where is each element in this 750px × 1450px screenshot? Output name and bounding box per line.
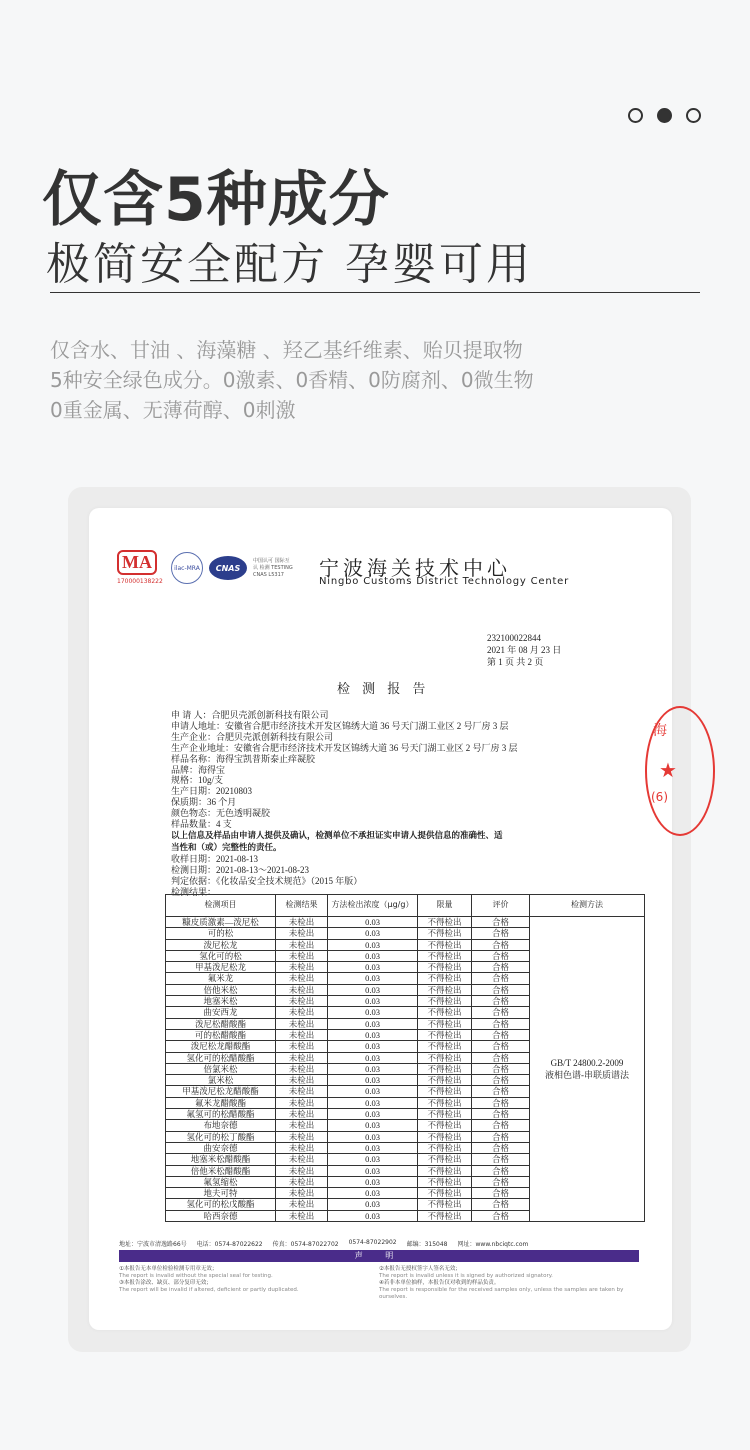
table-cell: 0.03: [328, 1029, 418, 1040]
table-cell: 泼尼松龙: [166, 939, 276, 950]
table-cell: 未检出: [276, 1086, 328, 1097]
table-cell: 合格: [472, 1120, 530, 1131]
table-cell: 氟氢可的松醋酸酯: [166, 1109, 276, 1120]
table-cell: 未检出: [276, 1041, 328, 1052]
table-cell: 合格: [472, 1029, 530, 1040]
footer-post: 邮编：315048: [406, 1241, 448, 1248]
table-cell: 哈西奈德: [166, 1210, 276, 1221]
cnas-logo: CNAS: [209, 556, 247, 580]
table-cell: 未检出: [276, 1188, 328, 1199]
ingredient-description: [50, 335, 534, 425]
center-name-en: Ningbo Customs District Technology Center: [319, 576, 570, 587]
table-cell: 0.03: [328, 939, 418, 950]
table-cell: 不得检出: [418, 973, 472, 984]
table-cell: 不得检出: [418, 1086, 472, 1097]
report-meta: [487, 632, 561, 668]
table-cell: 未检出: [276, 928, 328, 939]
cma-mark-icon: MA: [117, 550, 157, 575]
note-3-en: The report will be invalid if altered, deficient or partly duplicated.: [119, 1287, 299, 1293]
table-cell: 地夫可特: [166, 1188, 276, 1199]
description-line: 仅含水、甘油 、海藻糖 、羟乙基纤维素、贻贝提取物: [50, 338, 523, 362]
pagination-dot-1[interactable]: [628, 108, 643, 123]
table-cell: 0.03: [328, 1154, 418, 1165]
info-line: 样品数量：4 支: [171, 819, 232, 830]
results-table: [165, 894, 645, 1222]
table-cell: 0.03: [328, 1052, 418, 1063]
table-cell: 不得检出: [418, 1131, 472, 1142]
info-line: 生产企业地址：安徽省合肥市经济技术开发区锦绣大道 36 号天门湖工业区 2 号厂房 3 层: [171, 742, 518, 753]
table-cell: 未检出: [276, 996, 328, 1007]
results-table-body: [166, 917, 645, 1222]
table-cell: 0.03: [328, 962, 418, 973]
header-limit: 限量: [418, 895, 472, 917]
table-cell: 氢化可的松: [166, 950, 276, 961]
table-cell: 0.03: [328, 1007, 418, 1018]
footer-address: 地址：宁波市清逸路66号: [119, 1241, 187, 1248]
table-cell: 未检出: [276, 962, 328, 973]
table-cell: 泼尼松龙醋酸酯: [166, 1041, 276, 1052]
table-cell: 氟氢缩松: [166, 1176, 276, 1187]
ilac-mra-logo: ilac-MRA: [171, 552, 203, 584]
official-stamp: [645, 706, 715, 836]
info-line: 生产企业：合肥贝壳派创新科技有限公司: [171, 731, 334, 742]
info-line: 规格：10g/支: [171, 775, 224, 786]
description-line: 0重金属、无薄荷醇、0刺激: [50, 398, 296, 422]
table-cell: 泼尼松醋酸酯: [166, 1018, 276, 1029]
table-cell: 合格: [472, 939, 530, 950]
table-cell: 不得检出: [418, 1188, 472, 1199]
table-cell: 0.03: [328, 1063, 418, 1074]
info-line: 申请人地址：安徽省合肥市经济技术开发区锦绣大道 36 号天门湖工业区 2 号厂房 3 层: [171, 720, 509, 731]
table-cell: 0.03: [328, 1188, 418, 1199]
table-cell: 0.03: [328, 1120, 418, 1131]
table-cell: 不得检出: [418, 1029, 472, 1040]
table-cell: 不得检出: [418, 1199, 472, 1210]
table-header-row: [166, 895, 645, 917]
pagination-dot-3[interactable]: [686, 108, 701, 123]
table-cell: 不得检出: [418, 1052, 472, 1063]
stamp-char: 海: [653, 723, 667, 739]
note-1-en: The report is invalid without the special seal for testing.: [119, 1273, 273, 1279]
table-cell: 合格: [472, 1131, 530, 1142]
table-cell: 0.03: [328, 1086, 418, 1097]
table-cell: 不得检出: [418, 939, 472, 950]
note-4: ④若非本单位抽样，本报告仅对收到的样品负责。: [379, 1280, 500, 1286]
table-cell: 0.03: [328, 1018, 418, 1029]
table-cell: 合格: [472, 1165, 530, 1176]
report-number: 232100022844: [487, 633, 541, 643]
info-line: 检测日期：2021-08-13～2021-08-23: [171, 864, 309, 875]
disclaimer-text: 以上信息及样品由申请人提供及确认，检测单位不承担证实申请人提供信息的准确性、适: [171, 830, 503, 841]
table-cell: 不得检出: [418, 1210, 472, 1221]
table-cell: 合格: [472, 1142, 530, 1153]
table-cell: 未检出: [276, 1007, 328, 1018]
table-cell: 0.03: [328, 973, 418, 984]
table-cell: 未检出: [276, 1097, 328, 1108]
center-name-cn: 宁波海关技术中心: [319, 556, 511, 580]
table-cell: 0.03: [328, 917, 418, 928]
report-info: [171, 710, 518, 897]
table-cell: 合格: [472, 1097, 530, 1108]
test-report-image: [89, 508, 677, 1330]
table-cell: 未检出: [276, 973, 328, 984]
table-cell: 合格: [472, 1063, 530, 1074]
note-2-en: The report is invalid unless it is signed by authorized signatory.: [379, 1273, 553, 1279]
note-4-en: The report is responsible for the received samples only, unless the samples are taken by ourselves.: [379, 1287, 624, 1300]
info-line: 颜色物态：无色透明凝胶: [171, 808, 271, 819]
table-cell: 0.03: [328, 1165, 418, 1176]
footer-tel: 电话：0574-87022622: [196, 1241, 263, 1248]
table-cell: 合格: [472, 1109, 530, 1120]
stamp-number: (6): [651, 790, 668, 804]
table-cell: 未检出: [276, 1165, 328, 1176]
table-cell: 不得检出: [418, 950, 472, 961]
table-cell: 合格: [472, 928, 530, 939]
table-cell: 不得检出: [418, 1109, 472, 1120]
table-cell: 糠皮质激素—泼尼松: [166, 917, 276, 928]
table-cell: 未检出: [276, 1131, 328, 1142]
pagination-dots: [628, 108, 701, 123]
cnas-caption: 中国认可 国际互认 检测 TESTING CNAS L5317: [253, 557, 293, 578]
info-line: 保质期：36 个月: [171, 797, 237, 808]
report-title: 检 测 报 告: [337, 682, 430, 697]
table-cell: 布地奈德: [166, 1120, 276, 1131]
table-cell: 0.03: [328, 1041, 418, 1052]
disclaimer-line: [171, 830, 518, 842]
table-cell: 0.03: [328, 1097, 418, 1108]
table-cell: 合格: [472, 984, 530, 995]
table-cell: 不得检出: [418, 1142, 472, 1153]
table-cell: 0.03: [328, 996, 418, 1007]
table-cell: 合格: [472, 1018, 530, 1029]
info-line: 品牌：海得宝: [171, 764, 226, 775]
table-cell: 可的松醋酸酯: [166, 1029, 276, 1040]
table-cell: 不得检出: [418, 928, 472, 939]
description-line: 5种安全绿色成分。0激素、0香精、0防腐剂、0微生物: [50, 368, 534, 392]
table-cell: 合格: [472, 950, 530, 961]
table-cell: 未检出: [276, 1029, 328, 1040]
table-cell: 合格: [472, 917, 530, 928]
table-cell: 0.03: [328, 1176, 418, 1187]
table-cell: 0.03: [328, 1109, 418, 1120]
footer-fax: 传真：0574-87022702: [272, 1241, 339, 1248]
table-cell: 未检出: [276, 1120, 328, 1131]
table-cell: 可的松: [166, 928, 276, 939]
table-cell: 地塞米松醋酸酯: [166, 1154, 276, 1165]
method-name: 液相色谱-串联质谱法: [545, 1070, 629, 1080]
table-cell: 0.03: [328, 1142, 418, 1153]
statement-notes: [119, 1266, 639, 1301]
table-cell: 曲安西龙: [166, 1007, 276, 1018]
footer-fax2: 0574-87022902: [348, 1239, 397, 1246]
method-cell: [530, 917, 645, 1222]
table-cell: 不得检出: [418, 1120, 472, 1131]
header-detection-limit: 方法检出浓度（μg/g）: [328, 895, 418, 917]
method-standard: GB/T 24800.2-2009: [550, 1058, 624, 1068]
table-cell: 未检出: [276, 939, 328, 950]
table-cell: 氢化可的松丁酸酯: [166, 1131, 276, 1142]
table-cell: 合格: [472, 1007, 530, 1018]
info-line: 生产日期：20210803: [171, 786, 253, 797]
table-cell: 合格: [472, 1199, 530, 1210]
table-cell: 不得检出: [418, 1176, 472, 1187]
table-cell: 合格: [472, 1052, 530, 1063]
table-cell: 0.03: [328, 984, 418, 995]
table-cell: 未检出: [276, 1199, 328, 1210]
divider: [50, 292, 700, 293]
cma-logo: [117, 550, 165, 586]
table-cell: 0.03: [328, 928, 418, 939]
table-cell: 不得检出: [418, 1018, 472, 1029]
table-cell: 0.03: [328, 1210, 418, 1221]
table-cell: 0.03: [328, 1131, 418, 1142]
table-cell: 不得检出: [418, 1097, 472, 1108]
table-cell: 不得检出: [418, 1075, 472, 1086]
table-cell: 未检出: [276, 1018, 328, 1029]
table-cell: 合格: [472, 962, 530, 973]
table-cell: 倍他米松醋酸酯: [166, 1165, 276, 1176]
subheadline: 极简安全配方 孕婴可用: [46, 239, 533, 290]
table-cell: 不得检出: [418, 1063, 472, 1074]
table-cell: 未检出: [276, 1063, 328, 1074]
note-1: ①本报告无本单位检验检测专用章无效；: [119, 1266, 218, 1272]
table-cell: 氢化可的松醋酸酯: [166, 1052, 276, 1063]
table-cell: 未检出: [276, 917, 328, 928]
header-evaluation: 评价: [472, 895, 530, 917]
table-cell: 氯米松: [166, 1075, 276, 1086]
info-line: 判定依据：《化妆品安全技术规范》（2015 年版）: [171, 875, 363, 886]
info-line: 收样日期：2021-08-13: [171, 853, 258, 864]
table-cell: 未检出: [276, 1109, 328, 1120]
table-cell: 未检出: [276, 1210, 328, 1221]
table-cell: 不得检出: [418, 1154, 472, 1165]
table-cell: 未检出: [276, 1052, 328, 1063]
header-item: 检测项目: [166, 895, 276, 917]
table-cell: 未检出: [276, 1176, 328, 1187]
info-line: 检测结果：: [171, 886, 217, 897]
report-footer-contact: [119, 1239, 639, 1248]
table-cell: 合格: [472, 1041, 530, 1052]
info-line: 申 请 人：合肥贝壳派创新科技有限公司: [171, 710, 329, 720]
table-cell: 不得检出: [418, 1165, 472, 1176]
table-cell: 不得检出: [418, 1007, 472, 1018]
table-cell: 氢化可的松戊酸酯: [166, 1199, 276, 1210]
table-cell: 0.03: [328, 950, 418, 961]
table-cell: 合格: [472, 1188, 530, 1199]
header-method: 检测方法: [530, 895, 645, 917]
info-line: 样品名称：海得宝凯普斯泰止痒凝胶: [171, 753, 316, 764]
table-cell: 未检出: [276, 950, 328, 961]
table-cell: 合格: [472, 1176, 530, 1187]
table-cell: 未检出: [276, 1075, 328, 1086]
table-cell: 不得检出: [418, 917, 472, 928]
table-cell: 合格: [472, 1210, 530, 1221]
table-cell: 甲基泼尼松龙: [166, 962, 276, 973]
table-cell: 倍氯米松: [166, 1063, 276, 1074]
footer-web: 网址：www.nbciqtc.com: [457, 1241, 529, 1248]
note-3: ③本报告涂改、缺页、部分复印无效；: [119, 1280, 212, 1286]
table-cell: 合格: [472, 1154, 530, 1165]
table-cell: 合格: [472, 996, 530, 1007]
table-cell: 合格: [472, 1086, 530, 1097]
cma-number: 170000138222: [117, 578, 163, 585]
headline: 仅含5种成分: [42, 165, 390, 235]
certification-logos: [117, 550, 293, 586]
table-cell: 甲基泼尼松龙醋酸酯: [166, 1086, 276, 1097]
table-cell: 合格: [472, 1075, 530, 1086]
statement-bar: 声 明: [119, 1250, 639, 1262]
table-cell: 地塞米松: [166, 996, 276, 1007]
table-cell: 氟米龙: [166, 973, 276, 984]
table-cell: 合格: [472, 973, 530, 984]
table-cell: 不得检出: [418, 962, 472, 973]
note-2: ②本报告无授权签字人签名无效；: [379, 1266, 461, 1272]
table-cell: 不得检出: [418, 984, 472, 995]
page-info: 第 1 页 共 2 页: [487, 657, 544, 667]
table-row: [166, 917, 645, 928]
table-cell: 未检出: [276, 984, 328, 995]
report-date: 2021 年 08 月 23 日: [487, 645, 562, 655]
table-cell: 未检出: [276, 1154, 328, 1165]
table-cell: 0.03: [328, 1199, 418, 1210]
stamp-star-icon: ★: [659, 758, 677, 782]
pagination-dot-2-active[interactable]: [657, 108, 672, 123]
table-cell: 不得检出: [418, 996, 472, 1007]
disclaimer-line: [171, 842, 518, 854]
header-result: 检测结果: [276, 895, 328, 917]
table-cell: 0.03: [328, 1075, 418, 1086]
table-cell: 不得检出: [418, 1041, 472, 1052]
table-cell: 未检出: [276, 1142, 328, 1153]
table-cell: 倍他米松: [166, 984, 276, 995]
table-cell: 曲安奈德: [166, 1142, 276, 1153]
disclaimer-text: 当性和（或）完整性的责任。: [171, 842, 282, 853]
table-cell: 氟米龙醋酸酯: [166, 1097, 276, 1108]
